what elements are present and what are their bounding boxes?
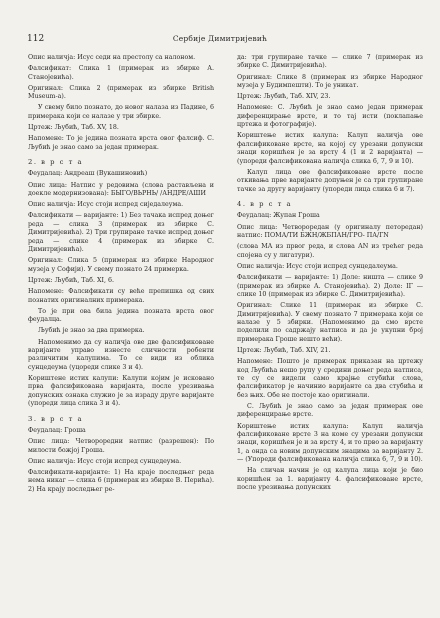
- page-header: [0, 34, 440, 48]
- paragraph: Опис лица: Четвороредан (у оригиналу петоредан) натпис: ПОМА/ТИ БЖН/ЖБПАН/ГРО- ПА/ГN: [237, 223, 423, 240]
- page-number: 112: [27, 34, 45, 44]
- paragraph: Опис наличја: Исус стоји испред сиједалеума.: [28, 201, 184, 209]
- right-text-column: [237, 54, 423, 495]
- section-heading: 3. в р с т а: [28, 414, 84, 423]
- paragraph: (слова МА из првог реда, и слова АN из трећег реда спојена су у лигатури).: [237, 243, 423, 259]
- paragraph: Кориштење истих калупа: Калуп наличја фалсификоване врсте 3 на коме су урезани допунски знаци, коришћен је и за врсту 4, и то прво за варијанту 1, а онда са новим допунским знацима за варијанту 2. — (Упореди фалсификована наличја слика 6, 7, 9 и 10).: [237, 422, 423, 464]
- paragraph: Оригинал: Слика 2 (примерак из збирке British Museum-a).: [28, 84, 214, 101]
- paragraph: Опис лица: Натпис у редовима (слова растављена и доекле модернизована): БЫГО/ВЬРНЬ/ /АНДРЕ/АШИ: [28, 181, 214, 198]
- left-text-column: [28, 54, 214, 497]
- paragraph: Цртеж: Љубић, Таб. XI, 6.: [28, 276, 114, 284]
- paragraph: С. Љубић је знао само за један примерак ове диференцирање врсте.: [237, 402, 423, 419]
- paragraph: Напоменимо да су наличја ове две фалсификоване варијанте управо изнесте сличности робенти различитим калупима. То се види из облика сунцедеума (уцореди слике 3 и 4).: [28, 338, 214, 371]
- paragraph: Фалсификати-варијанте: 1) На краје последњег реда нема никаг — слика 6 (примерак из збирке В. Перића). 2) На крају последњег ре-: [28, 469, 215, 493]
- paragraph: Напомене: Пошто је примерак приказан на цртежу код Љубића нешо рупу у средини доњег реда натписа, те су се видели само крајње стубићи слова, фалсификатор је начинио варијанте са два стубића и без њих. Обе не постоје као оригинали.: [237, 358, 423, 399]
- paragraph: Напомене: С. Љубић је знао само један примерак диференцирање врсте, и то тај исти (поклапање цртежа и фотографије).: [237, 104, 423, 129]
- section-heading: 2. в р с т а: [28, 158, 84, 167]
- paragraph: Опис наличја: Исус стоји испред сунцедеума.: [28, 457, 182, 465]
- paragraph: У свему било познато, до новог налаза из Падине, 6 примерака који се налазе у три збирке.: [28, 104, 214, 120]
- paragraph: Опис наличја: Исус седи на престолу са налоном.: [28, 54, 196, 61]
- paragraph: Фалсификати — варијанте: 1) Доле: ништа — слике 9 (примерак из збирке А. Станојевића). 2) Доле: IΓ — слике 10 (примерак из збирке С. Димитријевића).: [237, 274, 423, 298]
- section-heading: 4. в р с т а: [237, 200, 293, 209]
- paragraph: Оригинал: Слике 11 (примерак из збирке С. Димитријевића). У свему познато 7 примерака који се налазе у 5 збирки. (Напоменимо да смо врсте поделили по садржају натписа и да је укупни број примерака Гроше нешто већи).: [237, 302, 423, 343]
- paragraph: Опис лица: Четвороредни натпис (разрешен): По милости божјој Гроша.: [28, 438, 214, 454]
- running-head: Сербије Димитријевић: [172, 34, 268, 43]
- paragraph: Феудалац: Жупан Гроша: [237, 212, 320, 220]
- paragraph: Цртеж: Љубић, Таб. XV, 18.: [28, 124, 119, 132]
- paragraph: да: три групиране тачке — слике 7 (примерак из збирке С. Димитријевића).: [237, 54, 423, 70]
- paragraph: Опис наличја: Исус стоји испред сунцедалеума.: [237, 262, 398, 270]
- paragraph: То је при ова била једина позната врста овог феудалца.: [28, 307, 214, 324]
- paragraph: Напомене: Фалсификати су веће препишка од свих познатих оригиналних примерака.: [28, 288, 214, 304]
- paragraph: Оригинал: Слика 5 (примерак из збирке Народног музеја у Софији). У свему познато 24 примерка.: [28, 257, 214, 273]
- paragraph: Кориштење истих калупа: Калуп наличја ове фалсификоване врсте, на којој су урезани допунски знаци коришћен је за врсту 4 (1 и 2 варијанта) — (упореди фалсификована наличја слика 6, 7, 9 и 10).: [237, 132, 423, 165]
- paragraph: Феудалац: Андреаш (Вукашиновић): [28, 170, 148, 178]
- paragraph: Оригинал: Слике 8 (примерак из збирке Народног музеја у Будимпешти). То је уникат.: [237, 73, 423, 90]
- paragraph: Калуп лица ове фалсификоване врсте после откивања прве варијанте допуњен је са три групиране тачке за другу варијанту (упореди лица слика 6 и 7).: [237, 168, 423, 193]
- paragraph: Фалсификати — варијанте: 1) Без тачака испред доњег реда — слика 3 (примерак из збирке С. Димитријевића). 2) Три групиране тачке испред доњег реда — слике 4 (примерак из збирке С. Димитријевића).: [28, 212, 214, 254]
- paragraph: Љубић је знао за два примерка.: [38, 327, 145, 335]
- paragraph: Цртеж: Љубић, Таб. XIV, 23.: [237, 93, 331, 101]
- paragraph: Фалсификат: Слика 1 (примерак из збирке А. Станојевића).: [28, 65, 214, 81]
- paragraph: Кориштене истих калупи: Калупи којим је исковано прва фалсификована варијанта, после урезивања допунских ознака служио је за израду друге варијанте (упореди лица слика 3 и 4).: [28, 374, 214, 408]
- paragraph: Феудалац: Гроша: [28, 426, 86, 434]
- paragraph: Цртеж: Љубић, Таб. XIV, 21.: [237, 346, 331, 354]
- paragraph: На сличан начин је од калупа лица који је био коришћен за 1. варијанту 4. фалсификоване врсте, после урезивања допунских: [237, 467, 423, 492]
- paragraph: Напомене: То је једина позната врста овог фалсиф. С. Љубић је знао само за један примерак.: [28, 135, 214, 151]
